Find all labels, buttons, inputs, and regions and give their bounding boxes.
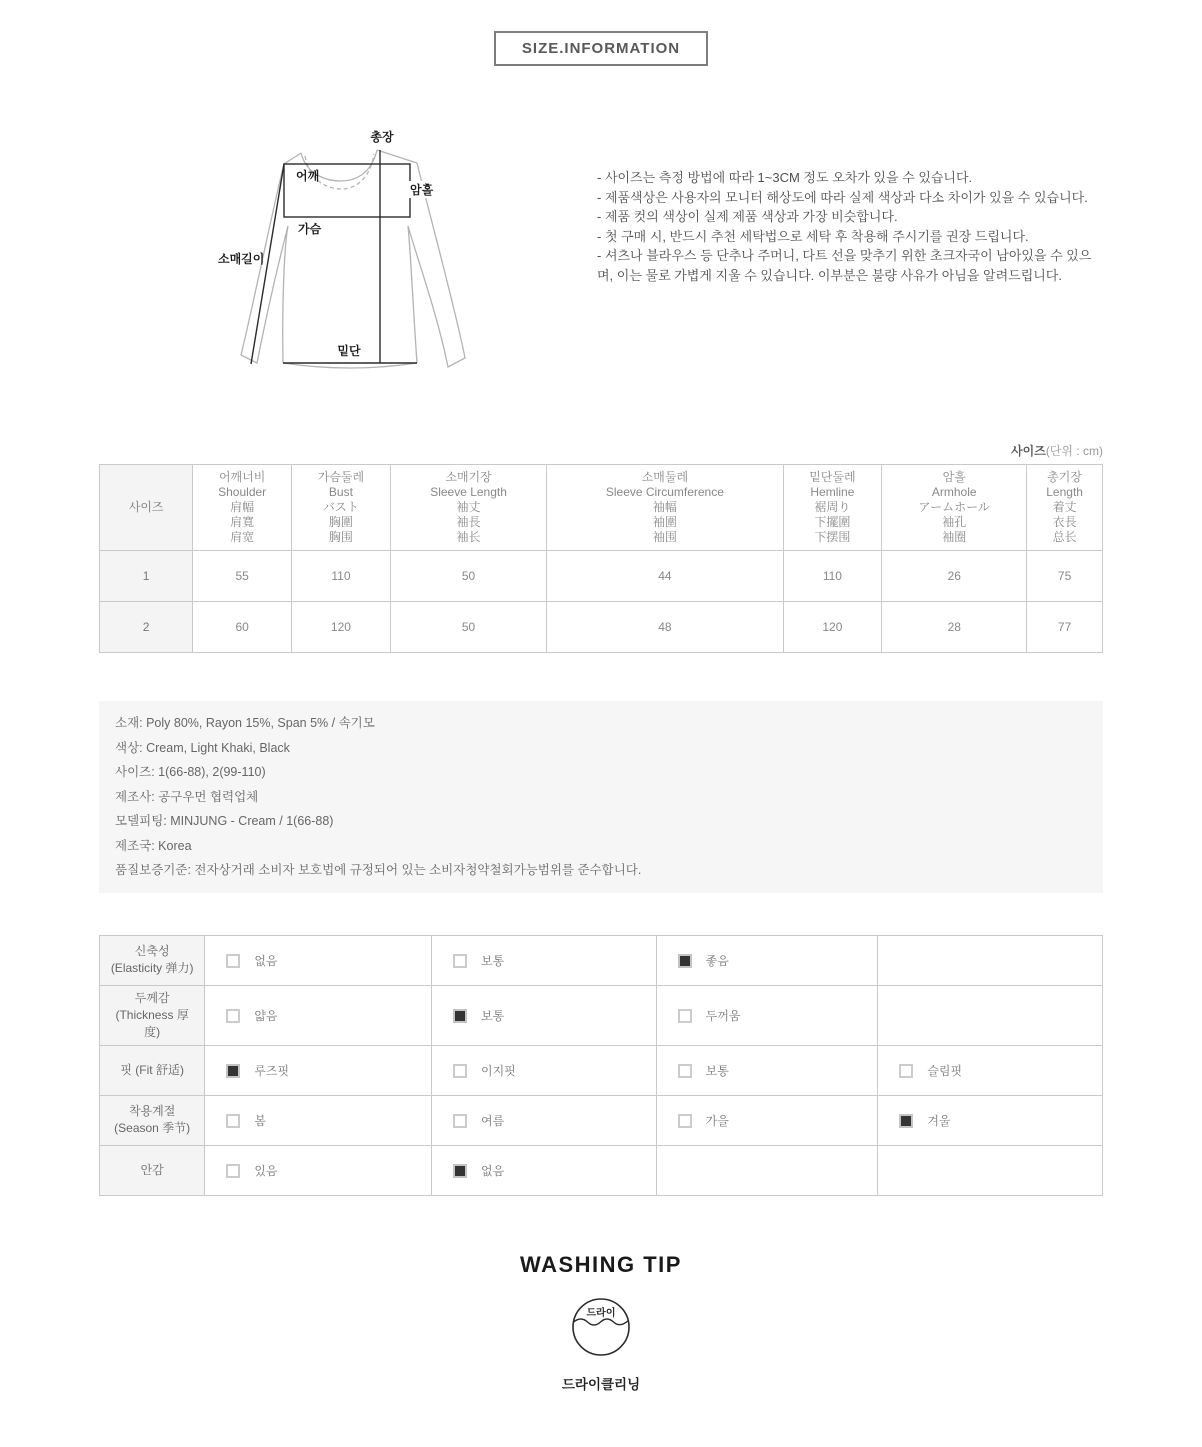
note-line: - 제품 컷의 색상이 실제 제품 색상과 가장 비슷합니다.: [597, 209, 898, 224]
note-line: - 셔츠나 블라우스 등 단추나 주머니, 다트 선을 맞추기 위한 초크자국이 남아있을 수 있으며, 이는 물로 가볍게 지울 수 있습니다. 이부분은 불량 사유가 아님을 알려드립니다.: [597, 248, 1092, 283]
info-model-fitting: 모델피팅: MINJUNG - Cream / 1(66-88): [115, 814, 334, 828]
size-unit-label-rest: (단위 : cm): [1045, 444, 1103, 458]
info-origin: 제조국: Korea: [115, 838, 192, 853]
size-value: 44: [547, 551, 783, 602]
size-table-header-sleeve-length: 소매기장 Sleeve Length 袖丈 袖長 袖长: [390, 465, 546, 551]
washing-tip-title: WASHING TIP: [520, 1251, 682, 1277]
spec-option: 좋음: [656, 935, 878, 985]
size-table-header-hemline: 밑단둘레 Hemline 裾周り 下擺圍 下摆围: [783, 465, 882, 551]
spec-option: 가을: [656, 1095, 878, 1145]
spec-label: 안감: [100, 1145, 205, 1195]
size-value: 77: [1027, 602, 1103, 653]
size-information-page: [0, 31, 1202, 1447]
info-manufacturer: 제조사: 공구우먼 협력업체: [115, 789, 259, 804]
spec-option: 두꺼움: [656, 985, 878, 1045]
spec-option: 이지핏: [431, 1045, 656, 1095]
spec-label: 신축성 (Elasticity 弹力): [100, 935, 205, 985]
size-table: [99, 464, 1103, 653]
diagram-label-chest: 가슴: [298, 222, 322, 236]
size-table-header-armhole: 암홀 Armhole アームホール 袖孔 袖圈: [882, 465, 1027, 551]
size-value: 28: [882, 602, 1027, 653]
checkbox-icon: [678, 1114, 692, 1128]
size-table-row-1: [100, 551, 1103, 602]
dry-cleaning-icon: [570, 1296, 632, 1358]
spec-option: 없음: [205, 935, 432, 985]
size-unit-label: [99, 442, 1103, 464]
size-value: 60: [193, 602, 292, 653]
size-value: 110: [783, 551, 882, 602]
size-value: 26: [882, 551, 1027, 602]
garment-measurement-diagram: [210, 127, 480, 397]
checkbox-icon: [899, 1114, 913, 1128]
size-value: 55: [193, 551, 292, 602]
checkbox-icon: [899, 1064, 913, 1078]
spec-option-empty: [656, 1145, 878, 1195]
spec-table: [99, 935, 1103, 1196]
size-table-row-2: [100, 602, 1103, 653]
diagram-label-armhole: 암홀: [410, 183, 434, 197]
spec-option: 겨울: [878, 1095, 1103, 1145]
size-table-header-length: 총기장 Length 着丈 衣長 总长: [1027, 465, 1103, 551]
spec-option: 없음: [431, 1145, 656, 1195]
size-name: 1: [100, 551, 193, 602]
checkbox-icon: [678, 1009, 692, 1023]
hero-section: [0, 66, 1202, 442]
checkbox-icon: [226, 1164, 240, 1178]
spec-option: 보통: [656, 1045, 878, 1095]
page-title: SIZE.INFORMATION: [494, 31, 708, 66]
spec-option: 루즈핏: [205, 1045, 432, 1095]
size-table-header-row: [100, 465, 1103, 551]
size-table-header-sleeve-circumference: 소매둘레 Sleeve Circumference 袖幅 袖圍 袖围: [547, 465, 783, 551]
checkbox-icon: [226, 954, 240, 968]
size-unit-label-strong: 사이즈: [1011, 444, 1046, 458]
note-line: - 첫 구매 시, 반드시 추천 세탁법으로 세탁 후 착용해 주시기를 권장 드립니다.: [597, 228, 1029, 244]
spec-option: 슬림핏: [878, 1045, 1103, 1095]
diagram-label-total-length: 총장: [370, 130, 394, 144]
product-info-box: [99, 701, 1103, 893]
checkbox-icon: [453, 1164, 467, 1178]
spec-option: 봄: [205, 1095, 432, 1145]
spec-option: 여름: [431, 1095, 656, 1145]
checkbox-icon: [453, 1064, 467, 1078]
size-value: 120: [783, 602, 882, 653]
spec-option: 얇음: [205, 985, 432, 1045]
info-size: 사이즈: 1(66-88), 2(99-110): [115, 765, 266, 779]
diagram-label-hem: 밑단: [337, 344, 361, 358]
spec-option: 보통: [431, 935, 656, 985]
size-value: 50: [390, 551, 546, 602]
spec-row-elasticity: [100, 935, 1103, 985]
spec-option: 있음: [205, 1145, 432, 1195]
size-value: 120: [292, 602, 391, 653]
checkbox-icon: [453, 1009, 467, 1023]
spec-option-empty: [878, 1145, 1103, 1195]
size-value: 50: [390, 602, 546, 653]
diagram-label-shoulder: 어깨: [296, 169, 320, 183]
checkbox-icon: [453, 1114, 467, 1128]
spec-option-empty: [878, 935, 1103, 985]
spec-row-fit: [100, 1045, 1103, 1095]
checkbox-icon: [453, 954, 467, 968]
size-value: 75: [1027, 551, 1103, 602]
size-value: 110: [292, 551, 391, 602]
info-warranty: 품질보증기준: 전자상거래 소비자 보호법에 규정되어 있는 소비자청약철회가능범위를 준수합니다.: [115, 863, 642, 877]
washing-icon-wrap: [0, 1296, 1202, 1363]
checkbox-icon: [226, 1114, 240, 1128]
spec-option-empty: [878, 985, 1103, 1045]
info-color: 색상: Cream, Light Khaki, Black: [115, 740, 290, 755]
spec-label: 착용계절 (Season 季节): [100, 1095, 205, 1145]
info-material: 소재: Poly 80%, Rayon 15%, Span 5% / 속기모: [115, 716, 375, 730]
note-line: - 제품색상은 사용자의 모니터 해상도에 따라 실제 색상과 다소 차이가 있을 수 있습니다.: [597, 189, 1088, 205]
size-name: 2: [100, 602, 193, 653]
washing-caption: 드라이클리닝: [561, 1376, 641, 1392]
spec-label: 두께감 (Thickness 厚度): [100, 985, 205, 1045]
spec-option: 보통: [431, 985, 656, 1045]
spec-row-lining: [100, 1145, 1103, 1195]
size-table-header-shoulder: 어깨너비 Shoulder 肩幅 肩寬 肩宽: [193, 465, 292, 551]
spec-label: 핏 (Fit 舒适): [100, 1045, 205, 1095]
diagram-label-sleeve-length: 소매길이: [218, 252, 265, 266]
size-value: 48: [547, 602, 783, 653]
checkbox-icon: [678, 954, 692, 968]
spec-row-season: [100, 1095, 1103, 1145]
note-line: - 사이즈는 측정 방법에 따라 1~3CM 정도 오차가 있을 수 있습니다.: [597, 170, 973, 185]
spec-row-thickness: [100, 985, 1103, 1045]
product-notes: [597, 168, 1097, 285]
size-table-header-bust: 가슴둘레 Bust バスト 胸圍 胸围: [292, 465, 391, 551]
checkbox-icon: [226, 1064, 240, 1078]
content-column: [99, 442, 1103, 1196]
size-table-corner-header: 사이즈: [100, 465, 193, 551]
checkbox-icon: [678, 1064, 692, 1078]
checkbox-icon: [226, 1009, 240, 1023]
dry-icon-label: 드라이: [586, 1307, 616, 1319]
